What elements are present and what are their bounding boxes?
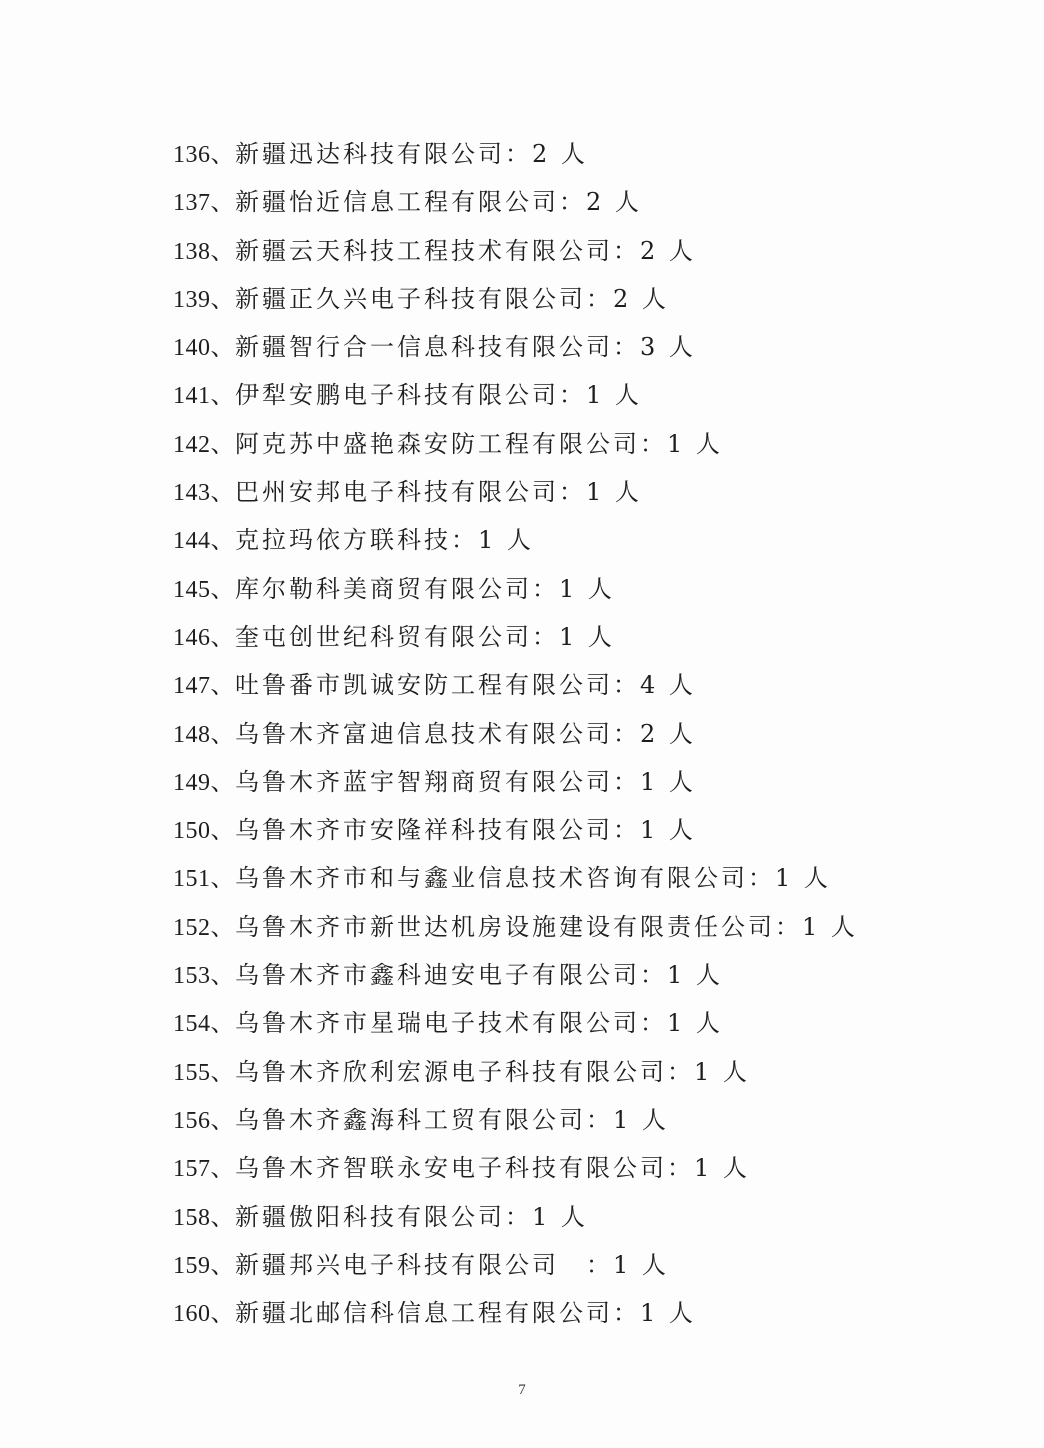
company-entry: 乌鲁木齐鑫海科工贸有限公司：1 人 <box>235 1105 669 1134</box>
list-item <box>173 854 858 902</box>
company-entry: 新疆傲阳科技有限公司：1 人 <box>235 1202 588 1231</box>
company-entry: 新疆智行合一信息科技有限公司：3 人 <box>235 333 696 362</box>
list-item <box>173 613 858 661</box>
list-item <box>173 323 858 371</box>
company-list <box>173 130 858 1337</box>
item-number: 145、 <box>173 576 235 603</box>
list-item <box>173 130 858 178</box>
item-number: 136、 <box>173 142 235 168</box>
item-number: 156、 <box>173 1107 235 1134</box>
company-entry: 克拉玛依方联科技：1 人 <box>235 526 534 555</box>
company-entry: 乌鲁木齐市和与鑫业信息技术咨询有限公司：1 人 <box>235 864 831 893</box>
company-entry: 新疆迅达科技有限公司：2 人 <box>235 140 588 168</box>
company-entry: 乌鲁木齐市新世达机房设施建设有限责任公司：1 人 <box>235 912 858 941</box>
item-number: 147、 <box>173 673 235 700</box>
company-entry: 阿克苏中盛艳森安防工程有限公司：1 人 <box>235 429 723 458</box>
item-number: 151、 <box>173 866 235 893</box>
list-item <box>173 999 858 1047</box>
list-item <box>173 516 858 564</box>
company-entry: 新疆邦兴电子科技有限公司 ：1 人 <box>235 1250 669 1279</box>
list-item <box>173 1193 858 1241</box>
company-entry: 吐鲁番市凯诚安防工程有限公司：4 人 <box>235 671 696 700</box>
list-item <box>173 1289 858 1337</box>
item-number: 142、 <box>173 431 235 458</box>
item-number: 149、 <box>173 769 235 796</box>
item-number: 157、 <box>173 1156 235 1183</box>
company-entry: 新疆怡近信息工程有限公司：2 人 <box>235 188 642 217</box>
item-number: 137、 <box>173 190 235 217</box>
list-item <box>173 227 858 275</box>
item-number: 154、 <box>173 1011 235 1038</box>
company-entry: 乌鲁木齐蓝宇智翔商贸有限公司：1 人 <box>235 767 696 796</box>
list-item <box>173 420 858 468</box>
item-number: 148、 <box>173 721 235 748</box>
company-entry: 乌鲁木齐市鑫科迪安电子有限公司：1 人 <box>235 961 723 990</box>
list-item <box>173 1096 858 1144</box>
page-number: 7 <box>518 1382 526 1398</box>
item-number: 150、 <box>173 818 235 845</box>
company-entry: 新疆正久兴电子科技有限公司：2 人 <box>235 284 669 313</box>
list-item <box>173 710 858 758</box>
company-entry: 乌鲁木齐市安隆祥科技有限公司：1 人 <box>235 816 696 845</box>
company-entry: 巴州安邦电子科技有限公司：1 人 <box>235 478 642 507</box>
list-item <box>173 178 858 226</box>
item-number: 141、 <box>173 383 235 410</box>
item-number: 143、 <box>173 480 235 507</box>
item-number: 139、 <box>173 286 235 313</box>
company-entry: 奎屯创世纪科贸有限公司：1 人 <box>235 622 615 651</box>
company-entry: 乌鲁木齐智联永安电子科技有限公司：1 人 <box>235 1154 750 1183</box>
company-entry: 乌鲁木齐欣利宏源电子科技有限公司：1 人 <box>235 1057 750 1086</box>
item-number: 144、 <box>173 528 235 555</box>
list-item <box>173 903 858 951</box>
item-number: 159、 <box>173 1252 235 1279</box>
list-item <box>173 1048 858 1096</box>
item-number: 140、 <box>173 335 235 362</box>
item-number: 158、 <box>173 1204 235 1231</box>
list-item <box>173 661 858 709</box>
item-number: 146、 <box>173 624 235 651</box>
list-item <box>173 275 858 323</box>
company-entry: 乌鲁木齐市星瑞电子技术有限公司：1 人 <box>235 1009 723 1038</box>
list-item <box>173 758 858 806</box>
item-number: 160、 <box>173 1301 235 1328</box>
company-entry: 乌鲁木齐富迪信息技术有限公司：2 人 <box>235 719 696 748</box>
company-entry: 库尔勒科美商贸有限公司：1 人 <box>235 574 615 603</box>
company-entry: 伊犁安鹏电子科技有限公司：1 人 <box>235 381 642 410</box>
company-entry: 新疆北邮信科信息工程有限公司：1 人 <box>235 1299 696 1328</box>
item-number: 152、 <box>173 914 235 941</box>
item-number: 138、 <box>173 238 235 265</box>
item-number: 155、 <box>173 1059 235 1086</box>
list-item <box>173 1241 858 1289</box>
list-item <box>173 1144 858 1192</box>
company-entry: 新疆云天科技工程技术有限公司：2 人 <box>235 236 696 265</box>
item-number: 153、 <box>173 963 235 990</box>
list-item <box>173 951 858 999</box>
list-item <box>173 468 858 516</box>
list-item <box>173 371 858 419</box>
list-item <box>173 565 858 613</box>
list-item <box>173 806 858 854</box>
